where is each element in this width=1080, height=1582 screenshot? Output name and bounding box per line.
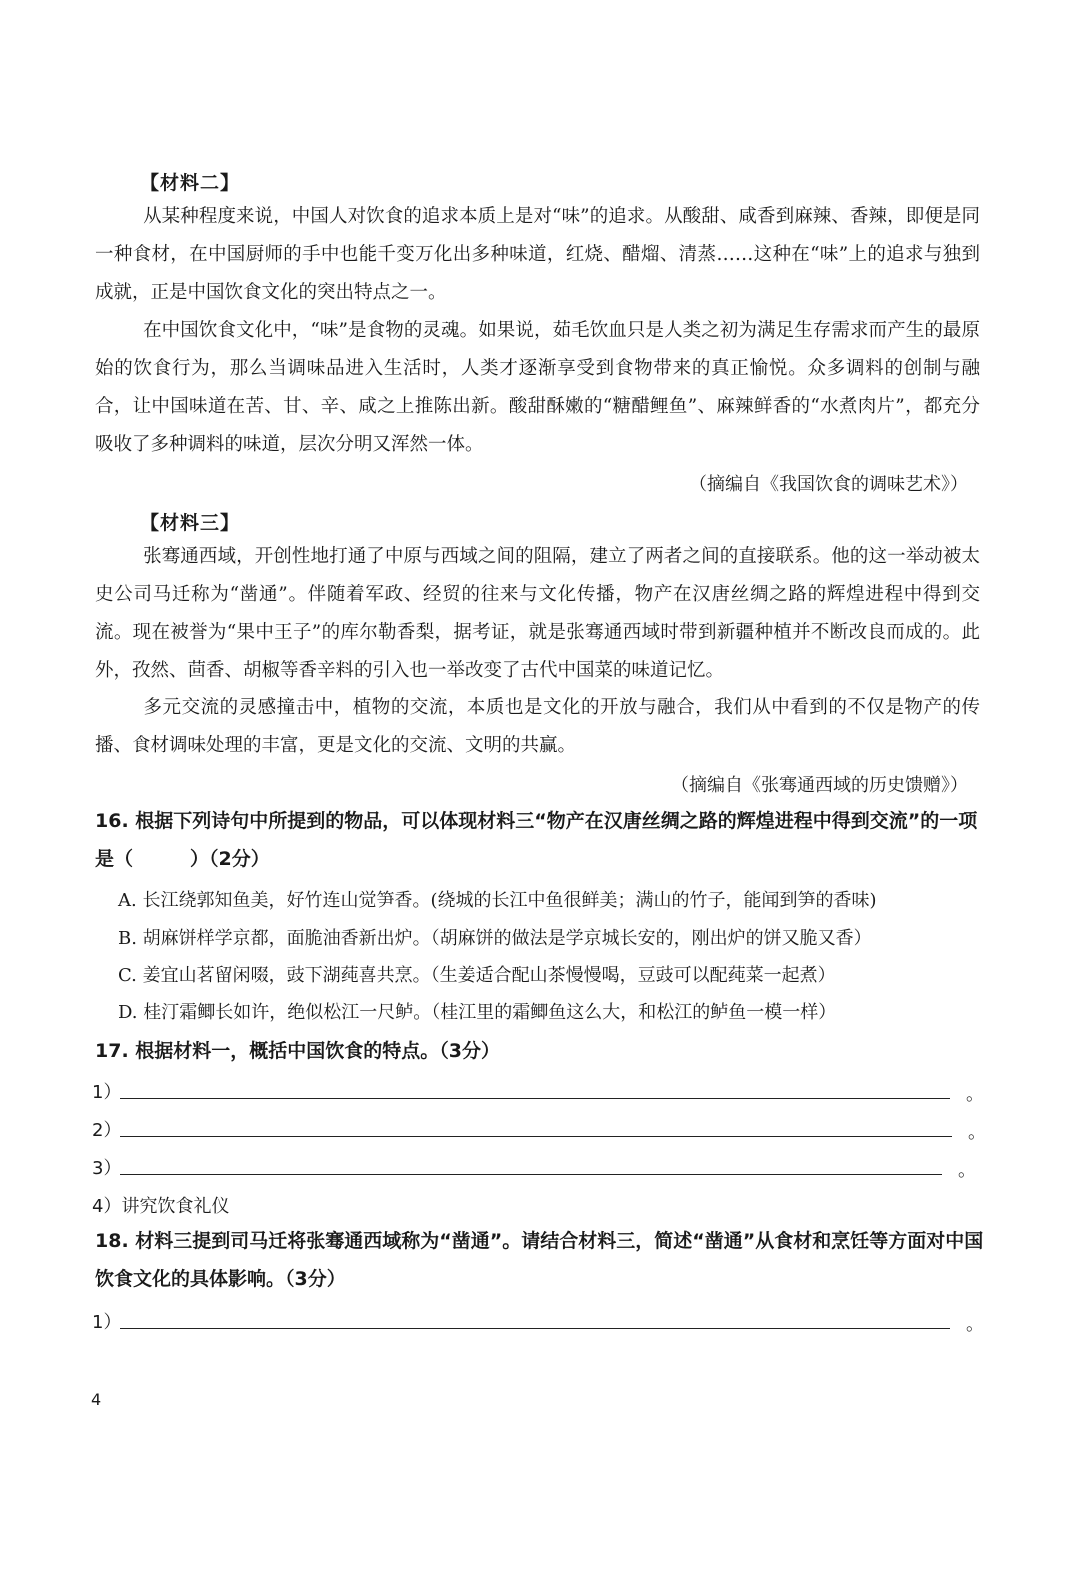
material2-paragraph-1-text: 从某种程度来说，中国人对饮食的追求本质上是对“味”的追求。从酸甜、咸香到麻辣、香辣，即便是同一种食材，在中国厨师的手中也能千变万化出多种味道，红烧、醋熘、清蒸……这种在“味”上的追求与独到成就，正是中国饮食文化的突出特点之一。 bbox=[95, 206, 980, 303]
material2-source: （摘编自《我国饮食的调味艺术》） bbox=[689, 474, 968, 495]
q16-option-d: D. 桂汀霜鲫长如许，绝似松江一尺鲈。（桂江里的霜鲫鱼这么大，和松江的鲈鱼一模一样） bbox=[118, 1002, 837, 1023]
q17-answer-2-number: 2） bbox=[92, 1120, 122, 1141]
q17-answer-row-2 bbox=[92, 1116, 992, 1146]
material3-paragraph-1 bbox=[95, 538, 980, 690]
q17-answer-2-line[interactable] bbox=[120, 1136, 952, 1137]
material2-paragraph-2 bbox=[95, 312, 980, 464]
material2-paragraph-2-text: 在中国饮食文化中，“味”是食物的灵魂。如果说，茹毛饮血只是人类之初为满足生存需求而产生的最原始的饮食行为，那么当调味品进入生活时，人类才逐渐享受到食物带来的真正愉悦。众多调料的创制与融合，让中国味道在苦、甘、辛、咸之上推陈出新。酸甜酥嫩的“糖醋鲤鱼”、麻辣鲜香的“水煮肉片”，都充分吸收了多种调料的味道，层次分明又浑然一体。 bbox=[95, 320, 980, 455]
material3-source: （摘编自《张骞通西域的历史馈赠》） bbox=[671, 775, 968, 796]
q16-stem: 16. 根据下列诗句中所提到的物品，可以体现材料三“物产在汉唐丝绸之路的辉煌进程中得到交流”的一项是（ ）（2分） bbox=[95, 810, 978, 870]
q17-answer-2-period: 。 bbox=[968, 1122, 986, 1143]
material3-paragraph-2 bbox=[95, 689, 980, 765]
q16-option-c: C. 姜宜山茗留闲啜，豉下湖莼喜共烹。（生姜适合配山茶慢慢喝，豆豉可以配莼菜一起煮） bbox=[118, 965, 836, 986]
material3-heading: 【材料三】 bbox=[140, 512, 241, 534]
q18-answer-1-number: 1） bbox=[92, 1312, 122, 1333]
q17-answer-row-3 bbox=[92, 1154, 992, 1184]
q16-option-b: B. 胡麻饼样学京都，面脆油香新出炉。（胡麻饼的做法是学京城长安的，刚出炉的饼又脆又香） bbox=[118, 928, 872, 949]
q17-answer-1-period: 。 bbox=[966, 1084, 984, 1105]
q17-stem: 17. 根据材料一，概括中国饮食的特点。（3分） bbox=[95, 1040, 500, 1062]
material2-heading: 【材料二】 bbox=[140, 172, 241, 194]
q18-answer-row-1 bbox=[92, 1308, 992, 1338]
q18-stem: 18. 材料三提到司马迁将张骞通西域称为“凿通”。请结合材料三，简述“凿通”从食材和烹饪等方面对中国饮食文化的具体影响。（3分） bbox=[95, 1230, 984, 1290]
q17-answer-row-1 bbox=[92, 1078, 992, 1108]
q16-option-a: A. 长江绕郭知鱼美，好竹连山觉笋香。(绕城的长江中鱼很鲜美；满山的竹子，能闻到笋的香味) bbox=[118, 890, 877, 911]
q17-answer-4: 4）讲究饮食礼仪 bbox=[92, 1196, 230, 1217]
material3-paragraph-1-text: 张骞通西域，开创性地打通了中原与西域之间的阻隔，建立了两者之间的直接联系。他的这一举动被太史公司马迁称为“凿通”。伴随着军政、经贸的往来与文化传播，物产在汉唐丝绸之路的辉煌进程中得到交流。现在被誉为“果中王子”的库尔勒香梨，据考证，就是张骞通西域时带到新疆种植并不断改良而成的。此外，孜然、茴香、胡椒等香辛料的引入也一举改变了古代中国菜的味道记忆。 bbox=[95, 546, 980, 681]
q17-answer-1-number: 1） bbox=[92, 1082, 122, 1103]
q18-answer-1-period: 。 bbox=[966, 1314, 984, 1335]
page-number: 4 bbox=[91, 1390, 102, 1409]
q17-answer-1-line[interactable] bbox=[120, 1098, 950, 1099]
q17-answer-3-line[interactable] bbox=[120, 1174, 942, 1175]
material3-paragraph-2-text: 多元交流的灵感撞击中，植物的交流，本质也是文化的开放与融合，我们从中看到的不仅是物产的传播、食材调味处理的丰富，更是文化的交流、文明的共赢。 bbox=[95, 697, 980, 756]
q18-answer-1-line[interactable] bbox=[120, 1328, 950, 1329]
q17-answer-3-number: 3） bbox=[92, 1158, 122, 1179]
q17-answer-3-period: 。 bbox=[958, 1160, 976, 1181]
material2-paragraph-1 bbox=[95, 198, 980, 312]
